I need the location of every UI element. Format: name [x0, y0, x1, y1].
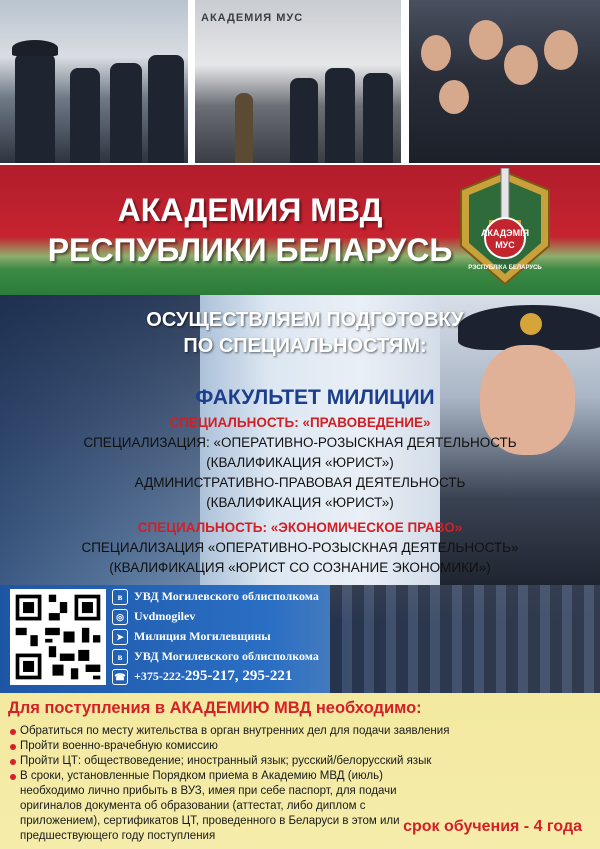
training-heading [120, 307, 490, 359]
statue [235, 93, 253, 163]
marching-cadets-photo [330, 585, 600, 693]
list-item: В сроки, установленные Порядком приема в Академию МВД (июль) необходимо лично прибыть в ВУЗ, имея при себе паспорт, для подачи оригиналов документа об образовании (аттестат, либо диплом с приложением), сертификатов ЦТ, проведенного в Беларуси в этом или предшествующего году поступления [10, 769, 596, 844]
specialty-economic-law [60, 518, 540, 578]
cadet-figure [325, 68, 355, 163]
telegram-icon: ➤ [112, 629, 128, 645]
cadet-figure [148, 55, 184, 163]
vk-icon: в [112, 589, 128, 605]
specialty-label: СПЕЦИАЛЬНОСТЬ: [137, 520, 271, 535]
specialty-law-heading [60, 413, 540, 433]
spec-line: (КВАЛИФИКАЦИЯ «ЮРИСТ») [206, 455, 394, 470]
list-item: Пройти военно-врачебную комиссию [10, 739, 596, 754]
cadet-figure [363, 73, 393, 163]
faculty-title: ФАКУЛЬТЕТ МИЛИЦИИ [195, 386, 435, 409]
spec-line: СПЕЦИАЛИЗАЦИЯ «ОПЕРАТИВНО-РОЗЫСКНАЯ ДЕЯТЕЛЬНОСТЬ» [81, 540, 519, 555]
admission-title: Для поступления в АКАДЕМИЮ МВД необходимо: [8, 699, 422, 717]
academy-emblem-icon [455, 168, 555, 288]
cadet-figure [290, 78, 318, 163]
academy-sign: АКАДЕМИЯ МУС [201, 12, 304, 24]
phone-prefix: +375-222- [134, 669, 185, 683]
spec-line: СПЕЦИАЛИЗАЦИЯ: «ОПЕРАТИВНО-РОЗЫСКНАЯ ДЕЯТЕЛЬНОСТЬ [83, 435, 517, 450]
spec-line: АДМИНИСТРАТИВНО-ПРАВОВАЯ ДЕЯТЕЛЬНОСТЬ [134, 475, 466, 490]
specialty-law [60, 413, 540, 513]
phone-numbers: 295-217, 295-221 [184, 668, 293, 684]
specialty-name: «ЭКОНОМИЧЕСКОЕ ПРАВО» [270, 520, 463, 535]
emblem-text-mid: МУС [495, 240, 515, 250]
vk-label: УВД Могилевского облисполкома [134, 649, 319, 663]
specialty-name: «ПРАВОВЕДЕНИЕ» [302, 415, 431, 430]
title-line-2: РЕСПУБЛИКИ БЕЛАРУСЬ [47, 232, 453, 268]
cadet-face [469, 20, 503, 60]
cadet-figure [110, 63, 142, 163]
cadet-figure [70, 68, 100, 163]
spec-line: (КВАЛИФИКАЦИЯ «ЮРИСТ СО СОЗНАНИЕ ЭКОНОМИКИ») [109, 560, 491, 575]
cadet-face [439, 80, 469, 114]
vk-label: УВД Могилевского облисполкома [134, 589, 319, 603]
emblem-text-bottom: РЭСПУБЛІКА БЕЛАРУСЬ [468, 265, 542, 271]
telegram-link[interactable] [112, 627, 271, 645]
vk-link-2[interactable] [112, 647, 319, 665]
specialty-econ-heading [60, 518, 540, 538]
qr-code-icon[interactable] [10, 589, 106, 685]
spec-line: (КВАЛИФИКАЦИЯ «ЮРИСТ») [206, 495, 394, 510]
parade-photo [0, 0, 188, 163]
phone-link[interactable] [112, 667, 292, 685]
vk-link[interactable] [112, 587, 319, 605]
telegram-label: Милиция Могилевщины [134, 629, 271, 643]
heading-line-2: ПО СПЕЦИАЛЬНОСТЯМ: [183, 335, 427, 357]
emblem-text-top: АКАДЭМІЯ [480, 228, 530, 238]
cadet-face [544, 30, 578, 70]
cadet-face [421, 35, 451, 71]
heading-line-1: ОСУЩЕСТВЛЯЕМ ПОДГОТОВКУ [146, 309, 464, 331]
cadet-cap [12, 40, 58, 56]
title-line-1: АКАДЕМИЯ МВД [117, 192, 383, 228]
instagram-icon: ◎ [112, 609, 128, 625]
list-item: Пройти ЦТ: обществоведение; иностранный язык; русский/белорусский язык [10, 754, 596, 769]
instagram-link[interactable] [112, 607, 195, 625]
instagram-label: Uvdmogilev [134, 609, 196, 623]
photo-strip [0, 0, 600, 165]
academy-title [40, 190, 460, 270]
vk-icon: в [112, 649, 128, 665]
list-item: Обратиться по месту жительства в орган внутренних дел для подачи заявления [10, 724, 596, 739]
academy-building-photo [195, 0, 401, 163]
specialty-label: СПЕЦИАЛЬНОСТЬ: [169, 415, 303, 430]
cadet-figure [15, 53, 55, 163]
phone-icon: ☎ [112, 669, 128, 685]
study-duration: срок обучения - 4 года [403, 818, 582, 835]
cadet-face [504, 45, 538, 85]
cadets-group-photo [409, 0, 600, 163]
cap-badge-icon [520, 313, 542, 335]
